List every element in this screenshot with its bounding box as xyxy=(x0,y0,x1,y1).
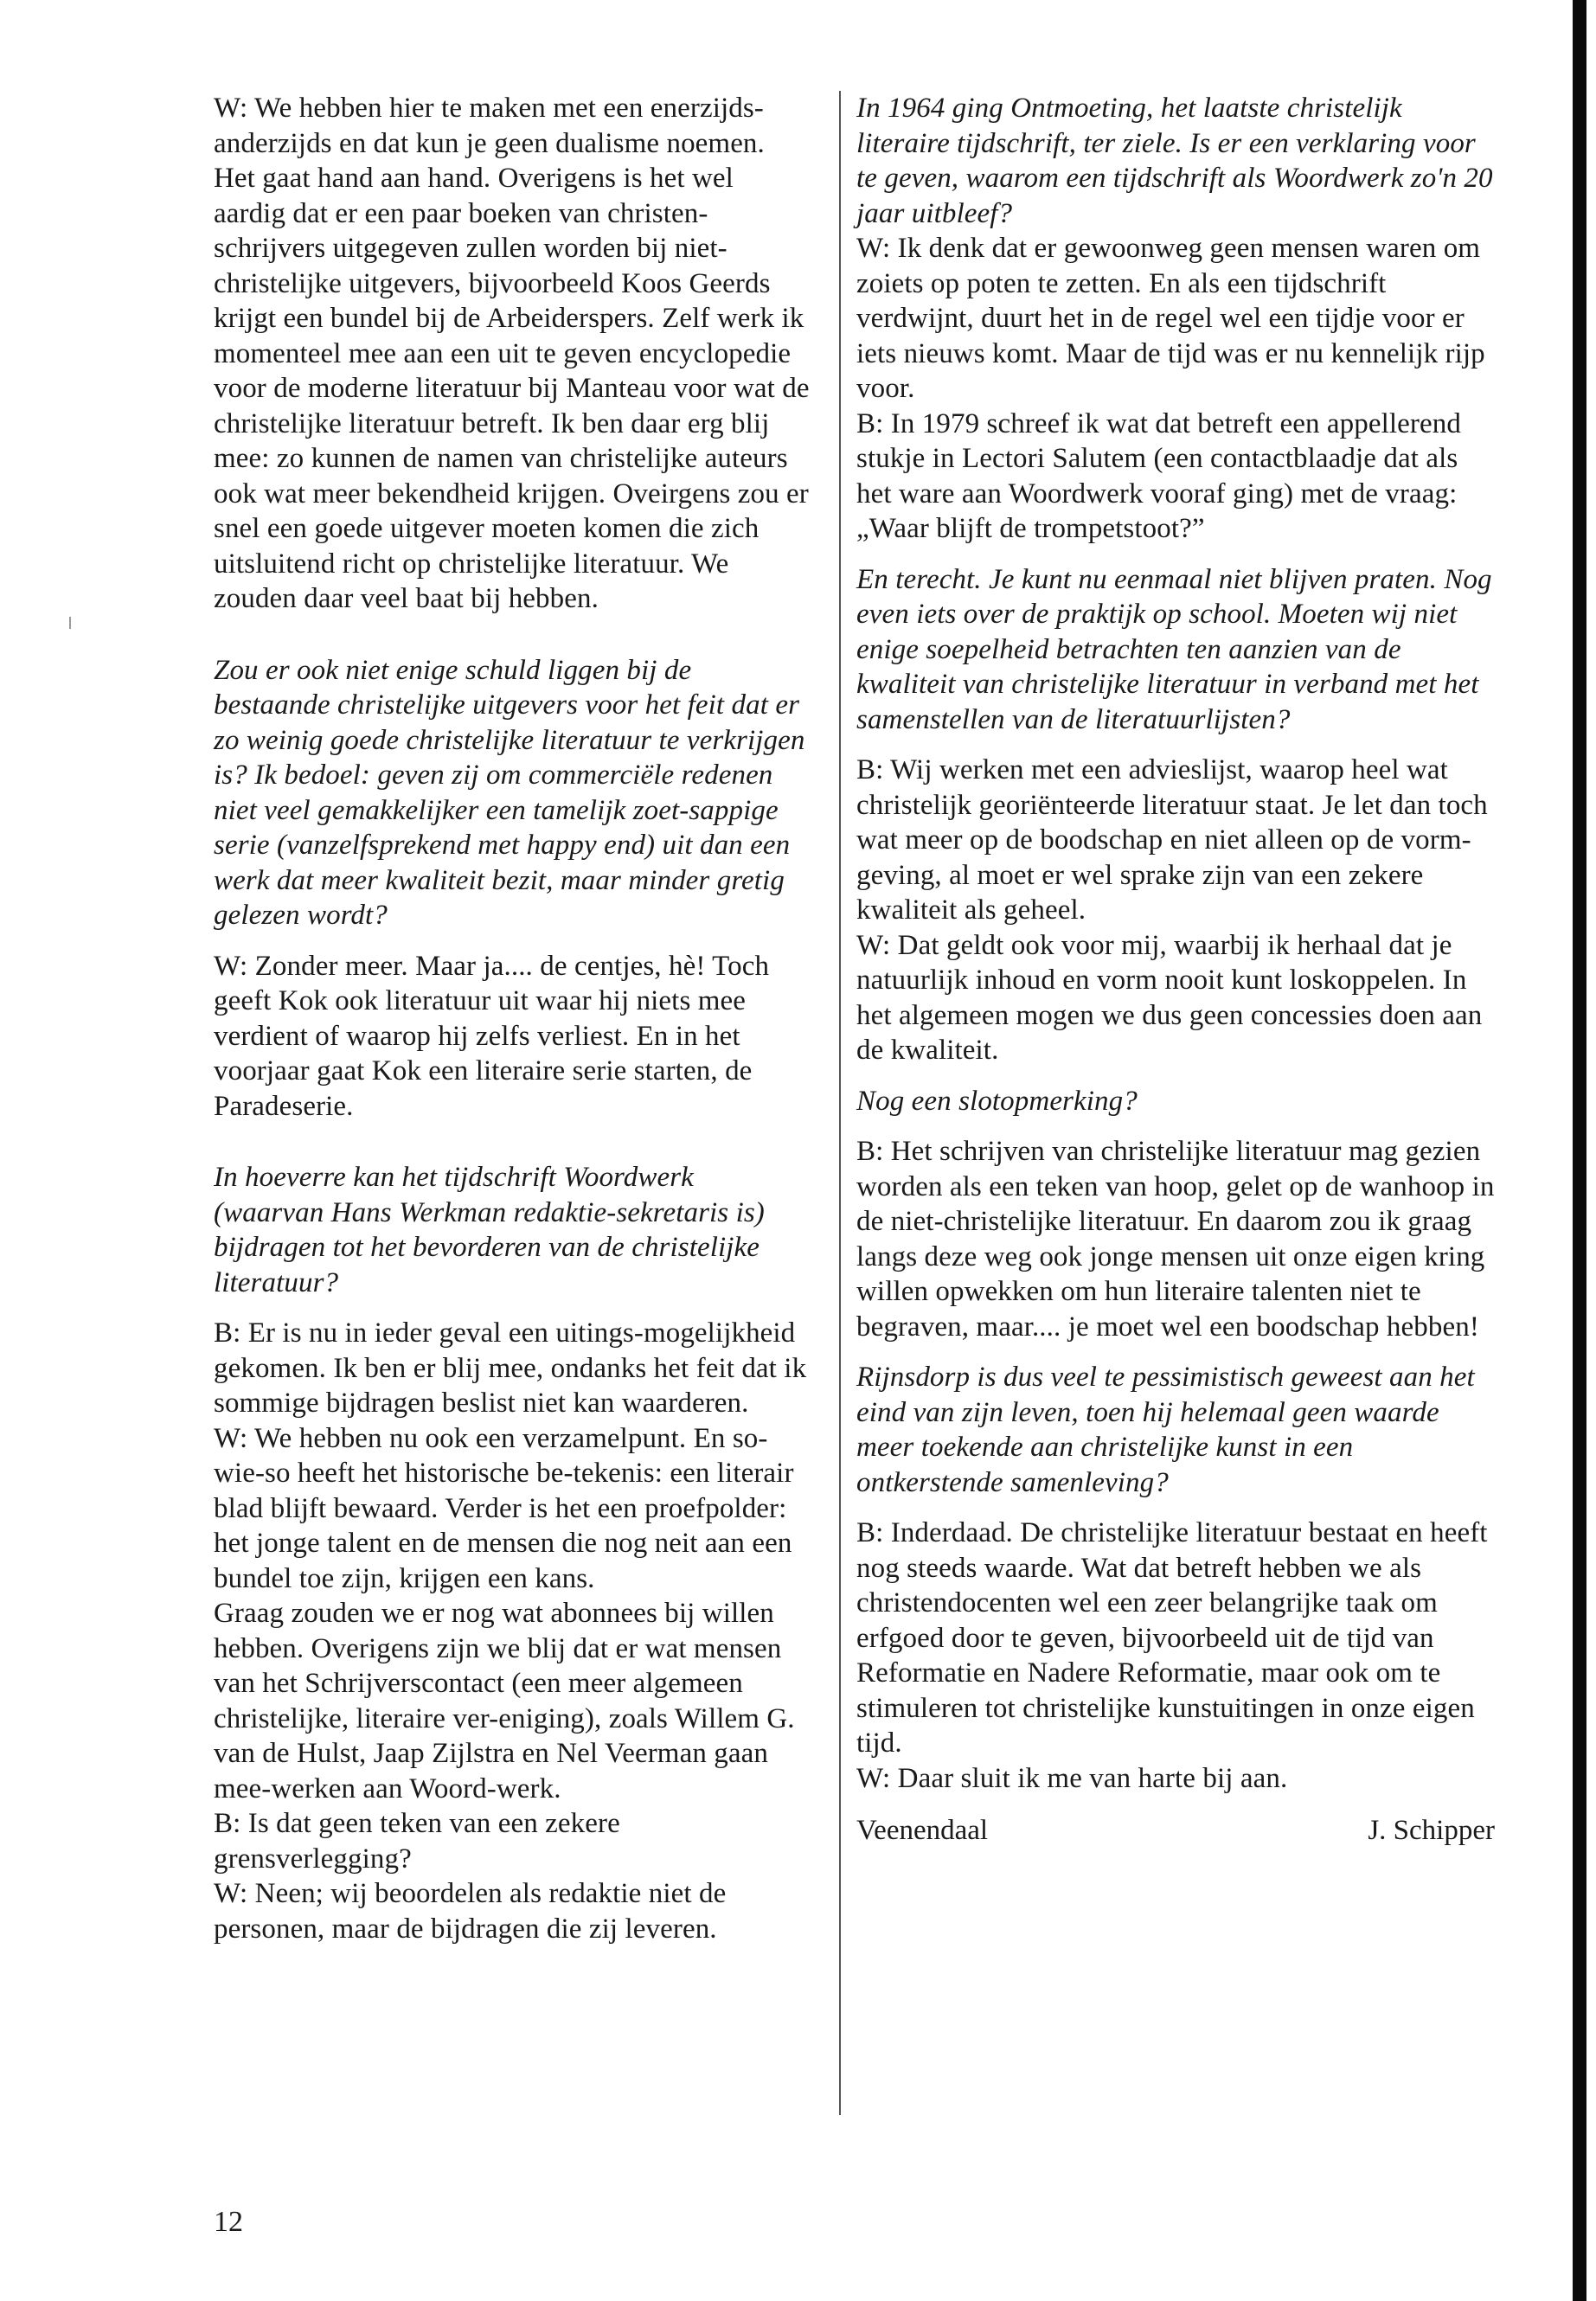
paragraph-w-verzamelpunt: W: We hebben nu ook een verzamelpunt. En so-wie-so heeft het historische be-tekenis: een literair blad blijft bewaard. Verder is het een proefpolder: het jonge talent en de mensen die nog neit aan een bundel toe zijn, krijgen een kans. xyxy=(214,1422,794,1594)
paragraph-abonnees: Graag zouden we er nog wat abonnees bij willen hebben. Overigens zijn we blij dat er wat mensen van het Schrijverscontact (een meer algemeen christelijke, literaire ver-eniging), zoals Willem G. van de Hulst, Jaap Zijlstra en Nel Veerman gaan mee-werken aan Woord-werk. xyxy=(214,1598,795,1804)
margin-speck xyxy=(69,617,71,629)
paragraph-w-harte: W: Daar sluit ik me van harte bij aan. xyxy=(856,1762,1288,1794)
paragraph-b-advieslijst: B: Wij werken met een advieslijst, waarop heel wat christelijk georiënteerde literatuur staat. Je let dan toch wat meer op de boodschap en niet alleen op de vorm-geving, al moet er wel sprake zijn van een zekere kwaliteit als geheel. xyxy=(856,754,1488,926)
paragraph-w-inhoud-vorm: W: Dat geldt ook voor mij, waarbij ik herhaal dat je natuurlijk inhoud en vorm nooit kunt loskoppelen. In het algemeen mogen we dus geen concessies doen aan de kwaliteit. xyxy=(856,929,1483,1066)
question-praktijk-school: En terecht. Je kunt nu eenmaal niet blijven praten. Nog even iets over de praktijk op school. Moeten wij niet enige soepelheid betrachten ten aanzien van de kwaliteit van christelijke literatuur in verband met het samenstellen van de literatuurlijsten? xyxy=(856,563,1492,735)
right-column xyxy=(839,91,1495,2115)
paragraph-b-hoop: B: Het schrijven van christelijke literatuur mag gezien worden als een teken van hoop, gelet op de wanhoop in de niet-christelijke literatuur. En daarom zou ik graag langs deze weg ook jonge mensen uit onze eigen kring willen opwekken om hun literaire talenten niet te begraven, maar.... je moet wel een boodschap hebben! xyxy=(856,1136,1495,1343)
paragraph-w-dualisme: W: We hebben hier te maken met een enerzijds-anderzijds en dat kun je geen dualisme noemen. Het gaat hand aan hand. Overigens is het wel aardig dat er een paar boeken van christen-schrijvers uitgegeven zullen worden bij niet-christelijke uitgevers, bijvoorbeeld Koos Geerds krijgt een bundel bij de Arbeiderspers. Zelf werk ik momenteel mee aan een uit te geven encyclopedie voor de moderne literatuur bij Manteau voor wat de christelijke literatuur betreft. Ik ben daar erg blij mee: zo kunnen de namen van christelijke auteurs ook wat meer bekendheid krijgen. Oveirgens zou er snel een goede uitgever moeten komen die zich uitsluitend richt op christelijke literatuur. We zouden daar veel baat bij hebben. xyxy=(214,93,810,614)
paragraph-w-centjes: W: Zonder meer. Maar ja.... de centjes, hè! Toch geeft Kok ook literatuur uit waar hij niets mee verdient of waarop hij zelfs verliest. En in het voorjaar gaat Kok een literaire serie starten, de Paradeserie. xyxy=(214,950,770,1122)
paragraph-w-redaktie: W: Neen; wij beoordelen als redaktie niet de personen, maar de bijdragen die zij leveren. xyxy=(214,1878,727,1945)
question-slotopmerking: Nog een slotopmerking? xyxy=(856,1085,1138,1117)
paragraph-b-inderdaad: B: Inderdaad. De christelijke literatuur bestaat en heeft nog steeds waarde. Wat dat betreft hebben we als christendocenten wel een zeer belangrijke taak om erfgoed door te geven, bijvoorbeeld uit de tijd van Reformatie en Nadere Reformatie, maar ook om te stimuleren tot christelijke kunstuitingen in onze eigen tijd. xyxy=(856,1517,1488,1759)
paragraph-b-1979: B: In 1979 schreef ik wat dat betreft een appellerend stukje in Lectori Salutem (een contactblaadje dat als het ware aan Woordwerk vooraf ging) met de vraag: „Waar blijft de trompetstoot?” xyxy=(856,407,1461,544)
paragraph-b-uitingsmogelijkheid: B: Er is nu in ieder geval een uitings-mogelijkheid gekomen. Ik ben er blij mee, ondanks het feit dat ik sommige bijdragen beslist niet kan waarderen. xyxy=(214,1317,807,1419)
scan-edge-bar xyxy=(1573,0,1586,2301)
question-ontmoeting: In 1964 ging Ontmoeting, het laatste christelijk literaire tijdschrift, ter ziele. Is er een verklaring voor te geven, waarom een tijdschrift als Woordwerk zo'n 20 jaar uitbleef? xyxy=(856,93,1493,229)
signature-line xyxy=(856,1813,1495,1849)
question-uitgevers: Zou er ook niet enige schuld liggen bij de bestaande christelijke uitgevers voor het feit dat er zo weinig goede christelijke literatuur te verkrijgen is? Ik bedoel: geven zij om commerciële redenen niet veel gemakkelijker een tamelijk zoet-sappige serie (vanzelfsprekend met happy end) uit dan een werk dat meer kwaliteit bezit, maar minder gretig gelezen wordt? xyxy=(214,654,805,931)
signature-author: J. Schipper xyxy=(1368,1815,1495,1846)
signature-place: Veenendaal xyxy=(856,1815,989,1846)
page-number: 12 xyxy=(214,2206,243,2238)
left-column xyxy=(214,91,811,1946)
question-woordwerk: In hoeverre kan het tijdschrift Woordwerk (waarvan Hans Werkman redaktie-sekretaris is) bijdragen tot het bevorderen van de christelijke literatuur? xyxy=(214,1162,765,1298)
question-rijnsdorp: Rijnsdorp is dus veel te pessimistisch geweest aan het eind van zijn leven, toen hij helemaal geen waarde meer toekende aan christelijke kunst in een ontkerstende samenleving? xyxy=(856,1362,1475,1498)
paragraph-w-gewoonweg: W: Ik denk dat er gewoonweg geen mensen waren om zoiets op poten te zetten. En als een tijdschrift verdwijnt, duurt het in de regel wel een tijdje voor er iets nieuws komt. Maar de tijd was er nu kennelijk rijp voor. xyxy=(856,233,1485,404)
paragraph-b-grensverlegging: B: Is dat geen teken van een zekere grensverlegging? xyxy=(214,1808,620,1875)
